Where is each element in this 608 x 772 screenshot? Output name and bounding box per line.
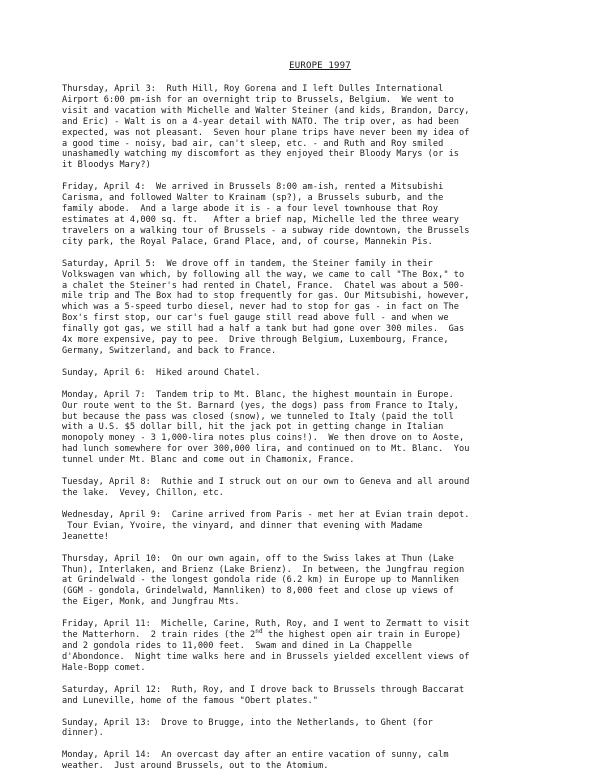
entry-line: Friday, April 4: We arrived in Brussels 8:00 am-ish, rented a Mitsubishi	[62, 182, 444, 193]
entry-line: (GGM - gondola, Grindelwald, Mannliken) to 8,000 feet and close up views of	[62, 586, 454, 597]
entry-line: Saturday, April 12: Ruth, Roy, and I drove back to Brussels through Baccarat	[62, 684, 465, 695]
entry-line: Thun), Interlaken, and Brienz (Lake Brienz). In between, the Jungfrau region	[62, 564, 465, 575]
entry-line: Sunday, April 6: Hiked around Chatel.	[62, 367, 261, 378]
entry-line: finally got gas, we still had a half a tank but had gone over 300 miles. Gas	[62, 324, 465, 335]
journal-entry	[62, 619, 578, 674]
journal-entry	[62, 718, 578, 740]
entry-line: weather. Just around Brussels, out to the Atomium.	[62, 761, 329, 772]
entry-line: at Grindelwald - the longest gondola ride (6.2 km) in Europe up to Mannliken	[62, 575, 460, 586]
journal-entry	[62, 84, 578, 171]
journal-entry	[62, 477, 578, 499]
entry-line: Airport 6:00 pm-ish for an overnight trip to Brussels, Belgium. We went to	[62, 94, 454, 105]
journal-entry	[62, 182, 578, 247]
entry-line: mile trip and The Box had to stop frequently for gas. Our Mitsubishi, however,	[62, 291, 470, 302]
entry-line: and Eric) - Walt is on a 4-year detail with NATO. The trip over, as had been	[62, 116, 460, 127]
entry-line: Monday, April 14: An overcast day after an entire vacation of sunny, calm	[62, 750, 449, 761]
journal-entry	[62, 259, 578, 357]
entry-line: Germany, Switzerland, and back to France.	[62, 345, 277, 356]
entry-line: d'Abondonce. Night time walks here and in Brussels yielded excellent views of	[62, 651, 470, 662]
entry-line: but because the pass was closed (snow), we tunneled to Italy (paid the toll	[62, 411, 454, 422]
entry-line: dinner).	[62, 728, 104, 739]
entry-line: Tour Evian, Yvoire, the vinyard, and dinner that evening with Madame	[62, 520, 423, 531]
entry-line: Wednesday, April 9: Carine arrived from Paris - met her at Evian train depot.	[62, 509, 470, 520]
entry-line: Volkswagen van which, by following all the way, we came to call "The Box," to	[62, 269, 465, 280]
entry-line: had lunch somewhere for over 300,000 lira, and continued on to Mt. Blanc. You	[62, 444, 470, 455]
journal-entry	[62, 685, 578, 707]
journal-entry	[62, 750, 578, 772]
entry-line: travelers on a walking tour of Brussels - a subway ride downtown, the Brussels	[62, 225, 470, 236]
entry-line: which was a 5-speed turbo diesel, never had to stop for gas - in fact on The	[62, 302, 460, 313]
journal-entries	[62, 84, 578, 772]
entry-line: the Matterhorn. 2 train rides (the 2nd the highest open air train in Europe)	[62, 628, 462, 641]
entry-line: expected, was not pleasant. Seven hour plane trips have never been my idea of	[62, 127, 470, 138]
entry-line: city park, the Royal Palace, Grand Place, and, of course, Mannekin Pis.	[62, 236, 433, 247]
entry-line: a chalet the Steiner's had rented in Chatel, France. Chatel was about a 500-	[62, 280, 465, 291]
entry-line: with a U.S. $5 dollar bill, hit the jack pot in getting change in Italian	[62, 422, 444, 433]
entry-line: Saturday, April 5: We drove off in tandem, the Steiner family in their	[62, 258, 433, 269]
entry-line: tunnel under Mt. Blanc and come out in Chamonix, France.	[62, 455, 355, 466]
entry-line: and 2 gondola rides to 11,000 feet. Swam and dined in La Chappelle	[62, 640, 412, 651]
document-title: EUROPE 1997	[289, 61, 351, 71]
entry-line: Hale-Bopp comet.	[62, 662, 146, 673]
entry-line: family abode. And a large abode it is - a four level townhouse that Roy	[62, 204, 439, 215]
entry-line: it Bloodys Mary?)	[62, 160, 151, 171]
journal-entry	[62, 554, 578, 609]
entry-line: Tuesday, April 8: Ruthie and I struck out on our own to Geneva and all around	[62, 477, 470, 488]
entry-line: Thursday, April 10: On our own again, off to the Swiss lakes at Thun (Lake	[62, 553, 454, 564]
journal-entry	[62, 510, 578, 543]
entry-line: estimates at 4,000 sq. ft. After a brief nap, Michelle led the three weary	[62, 214, 460, 225]
entry-line: Box's first stop, our car's fuel gauge still read above full - and when we	[62, 313, 449, 324]
entry-line: the lake. Vevey, Chillon, etc.	[62, 488, 224, 498]
entry-line: Jeanette!	[62, 531, 110, 542]
entry-line: Sunday, April 13: Drove to Brugge, into the Netherlands, to Ghent (for	[62, 717, 433, 728]
entry-line: monopoly money - 3 1,000-lira notes plus coins!). We then drove on to Aoste,	[62, 433, 465, 444]
journal-entry	[62, 390, 578, 466]
entry-line: Friday, April 11: Michelle, Carine, Ruth, Roy, and I went to Zermatt to visit	[62, 619, 470, 630]
entry-line: Monday, April 7: Tandem trip to Mt. Blanc, the highest mountain in Europe.	[62, 389, 454, 400]
entry-line: 4x more expensive, pay to pee. Drive through Belgium, Luxembourg, France,	[62, 335, 449, 346]
entry-line: and Luneville, home of the famous "Obert plates."	[62, 695, 318, 706]
entry-line: a good time - noisy, bad air, can't sleep, etc. - and Ruth and Roy smiled	[62, 138, 444, 149]
entry-line: visit and vacation with Michelle and Walter Steiner (and kids, Brandon, Darcy,	[62, 105, 470, 116]
entry-line: unashamedly watching my discomfort as they enjoyed their Bloody Marys (or is	[62, 149, 460, 160]
entry-line: Thursday, April 3: Ruth Hill, Roy Gorena and I left Dulles International	[62, 84, 444, 94]
entry-line: Our route went to the St. Barnard (yes, the dogs) pass from France to Italy,	[62, 400, 460, 411]
entry-line: the Eiger, Monk, and Jungfrau Mts.	[62, 597, 240, 608]
journal-entry	[62, 368, 578, 379]
entry-line: Carisma, and followed Walter to Krainam (sp?), a Brussels suburb, and the	[62, 193, 444, 204]
